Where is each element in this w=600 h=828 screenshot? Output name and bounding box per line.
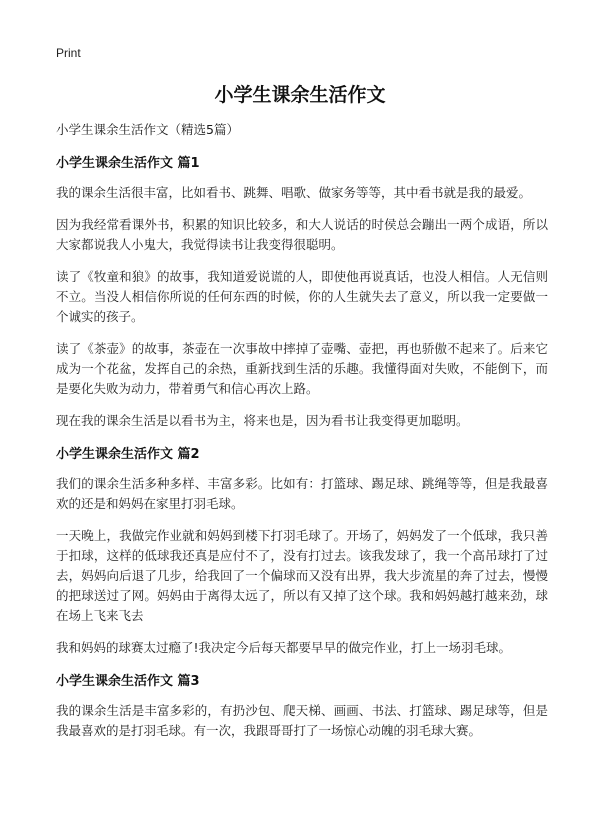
section-heading: 小学生课余生活作文 篇1 bbox=[56, 156, 200, 171]
paragraph: 我和妈妈的球赛太过瘾了!我决定今后每天都要早早的做完作业，打上一场羽毛球。 bbox=[56, 640, 512, 655]
document-subtitle: 小学生课余生活作文（精选5篇） bbox=[56, 122, 239, 137]
essay-section-3 bbox=[56, 670, 548, 741]
paragraph: 我的课余生活是丰富多彩的，有扔沙包、爬天梯、画画、书法、打篮球、踢足球等，但是我最喜欢的是打羽毛球。有一次，我跟哥哥打了一场惊心动魄的羽毛球大赛。 bbox=[56, 703, 548, 738]
print-link[interactable]: Print bbox=[56, 46, 81, 60]
article-body bbox=[56, 120, 548, 753]
paragraph: 读了《茶壶》的故事，茶壶在一次事故中摔掉了壶嘴、壶把，再也骄傲不起来了。后来它成为一个花盆，发挥自己的余热，重新找到生活的乐趣。我懂得面对失败，不能倒下，而是要化失败为动力，带着勇气和信心再次上路。 bbox=[56, 341, 548, 396]
section-heading: 小学生课余生活作文 篇2 bbox=[56, 447, 200, 462]
essay-section-2 bbox=[56, 443, 548, 658]
section-heading: 小学生课余生活作文 篇3 bbox=[56, 674, 200, 689]
paragraph: 现在我的课余生活是以看书为主，将来也是，因为看书让我变得更加聪明。 bbox=[56, 413, 469, 428]
paragraph: 一天晚上，我做完作业就和妈妈到楼下打羽毛球了。开场了，妈妈发了一个低球，我只善于扣球，这样的低球我还真是应付不了，没有打过去。该我发球了，我一个高吊球打了过去，妈妈向后退了几步，给我回了一个偏球而又没有出界，我大步流星的奔了过去，慢慢的把球送过了网。妈妈由于离得太远了，所以有又掉了这个球。我和妈妈越打越来劲，球在场上飞来飞去 bbox=[56, 528, 548, 623]
document-title: 小学生课余生活作文 bbox=[214, 84, 386, 106]
paragraph: 我的课余生活很丰富，比如看书、跳舞、唱歌、做家务等等，其中看书就是我的最爱。 bbox=[56, 185, 532, 200]
paragraph: 读了《牧童和狼》的故事，我知道爱说谎的人，即使他再说真话，也没人相信。人无信则不立。当没人相信你所说的任何东西的时候，你的人生就失去了意义，所以我一定要做一个诚实的孩子。 bbox=[56, 269, 548, 324]
essay-section-1 bbox=[56, 152, 548, 431]
paragraph: 因为我经常看课外书，积累的知识比较多，和大人说话的时侯总会蹦出一两个成语，所以大家都说我人小鬼大，我觉得读书让我变得很聪明。 bbox=[56, 217, 548, 252]
paragraph: 我们的课余生活多种多样、丰富多彩。比如有：打篮球、踢足球、跳绳等等，但是我最喜欢的还是和妈妈在家里打羽毛球。 bbox=[56, 476, 548, 511]
